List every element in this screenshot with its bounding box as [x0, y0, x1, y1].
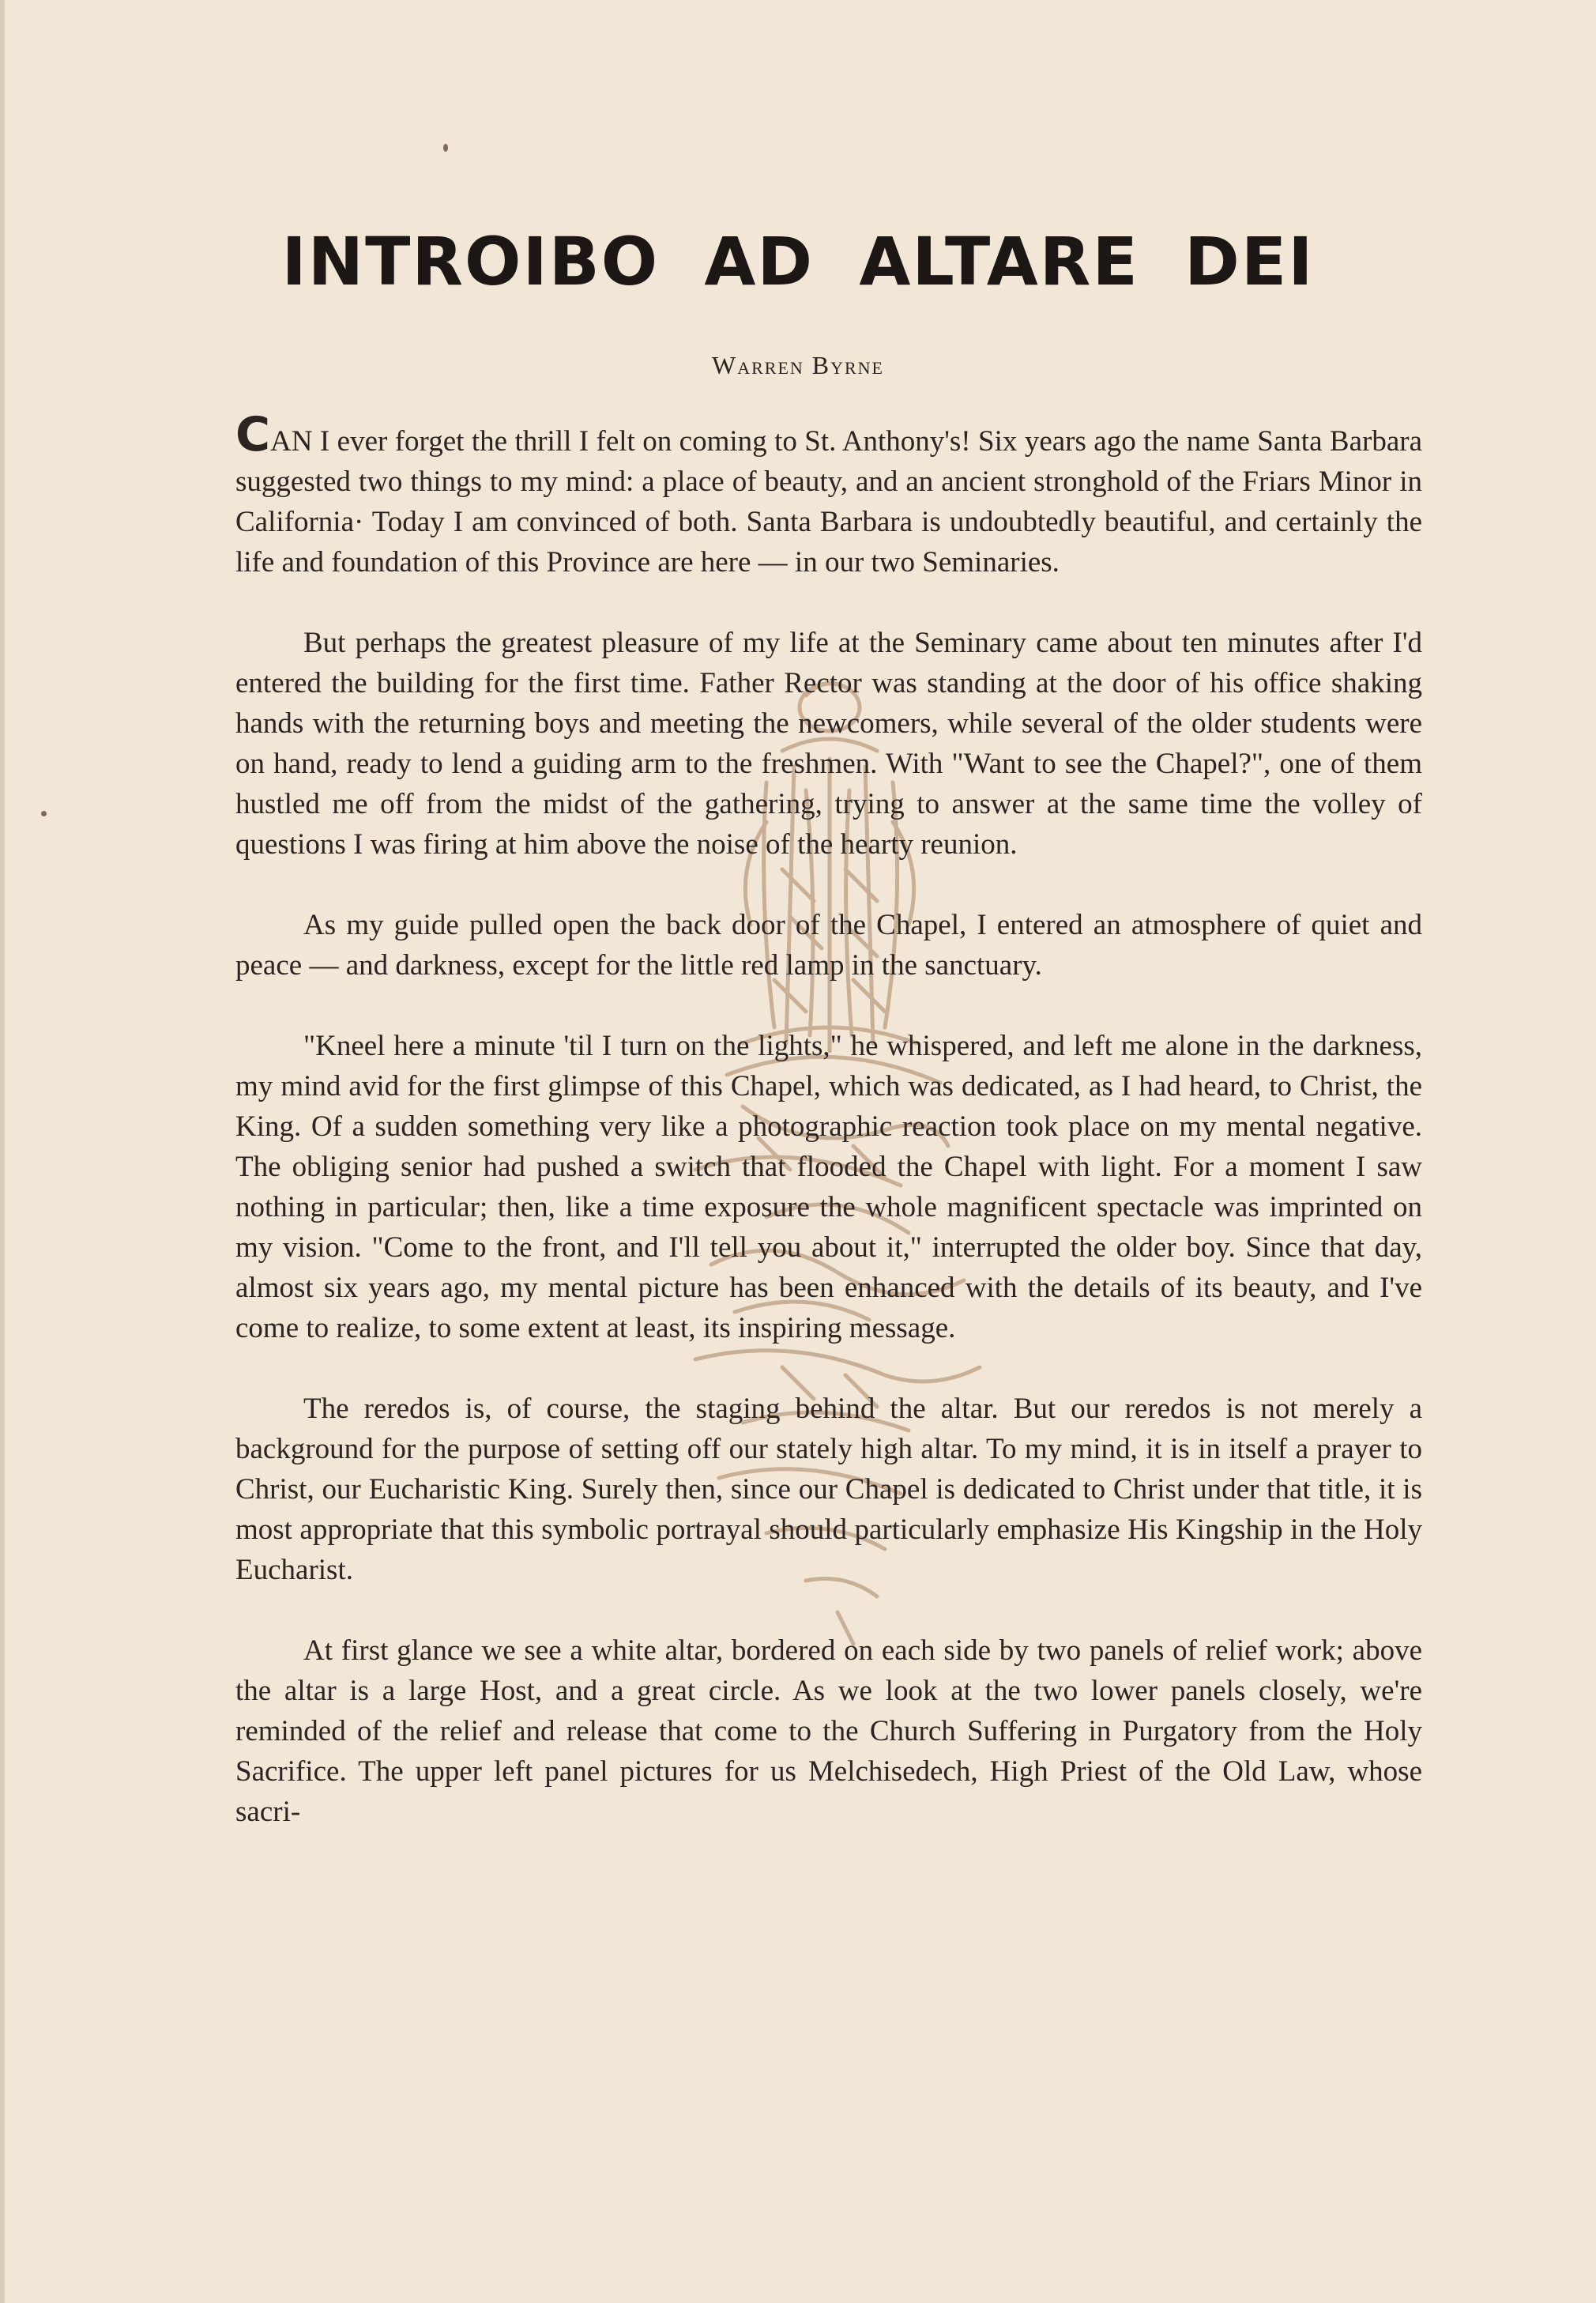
- paragraph-4: "Kneel here a minute 'til I turn on the lights," he whispered, and left me alone in the darkness, my mind avid for the first glimpse of this Chapel, which was dedicated, as I had heard, to Christ, the King. Of a sudden something very like a photographic reaction took place on my mental negative. The obliging senior had pushed a switch that flooded the Chapel with light. For a moment I saw nothing in particular; then, like a time exposure the whole magnificent spectacle was imprinted on my vision. "Come to the front, and I'll tell you about it," interrupted the older boy. Since that day, almost six years ago, my mental picture has been enhanced with the details of its beauty, and I've come to realize, to some extent at least, its inspiring message.: [235, 1030, 1422, 1344]
- paragraph-1: [235, 407, 1422, 582]
- article-body: [235, 407, 1422, 1872]
- paragraph-6: At first glance we see a white altar, bordered on each side by two panels of relief work; above the altar is a large Host, and a great circle. As we look at the two lower panels closely, we're reminded of the relief and release that come to the Church Suffering in Purgatory from the Holy Sacrifice. The upper left panel pictures for us Melchisedech, High Priest of the Old Law, whose sacri-: [235, 1634, 1422, 1828]
- drop-cap: C: [235, 407, 271, 462]
- author-byline: Warren Byrne: [712, 351, 884, 379]
- article-title: INTROIBO AD ALTARE DEI: [281, 223, 1315, 300]
- page-edge: [0, 0, 5, 2303]
- paragraph-3: As my guide pulled open the back door of the Chapel, I entered an atmosphere of quiet and peace — and darkness, except for the little red lamp in the sanctuary.: [235, 909, 1422, 982]
- paragraph-2: But perhaps the greatest pleasure of my life at the Seminary came about ten minutes after I'd entered the building for the first time. Father Rector was standing at the door of his office shaking hands with the returning boys and meeting the newcomers, while several of the older students were on hand, ready to lend a guiding arm to the freshmen. With "Want to see the Chapel?", one of them hustled me off from the midst of the gathering, trying to answer at the same time the volley of questions I was firing at him above the noise of the hearty reunion.: [235, 627, 1422, 861]
- paragraph-1-text: I ever forget the thrill I felt on coming to St. Anthony's! Six years ago the name Santa Barbara suggested two things to my mind: a place of beauty, and an ancient stronghold of the Friars Minor in California· Today I am convinced of both. Santa Barbara is undoubtedly beautiful, and certainly the life and foundation of this Province are here — in our two Seminaries.: [235, 425, 1422, 579]
- stray-mark: [41, 811, 47, 816]
- stray-mark: [443, 144, 448, 152]
- lead-in: AN: [270, 425, 313, 458]
- paragraph-5: The reredos is, of course, the staging behind the altar. But our reredos is not merely a background for the purpose of setting off our stately high altar. To my mind, it is in itself a prayer to Christ, our Eucharistic King. Surely then, since our Chapel is dedicated to Christ under that title, it is most appropriate that this symbolic portrayal should particularly emphasize His Kingship in the Holy Eucharist.: [235, 1393, 1422, 1586]
